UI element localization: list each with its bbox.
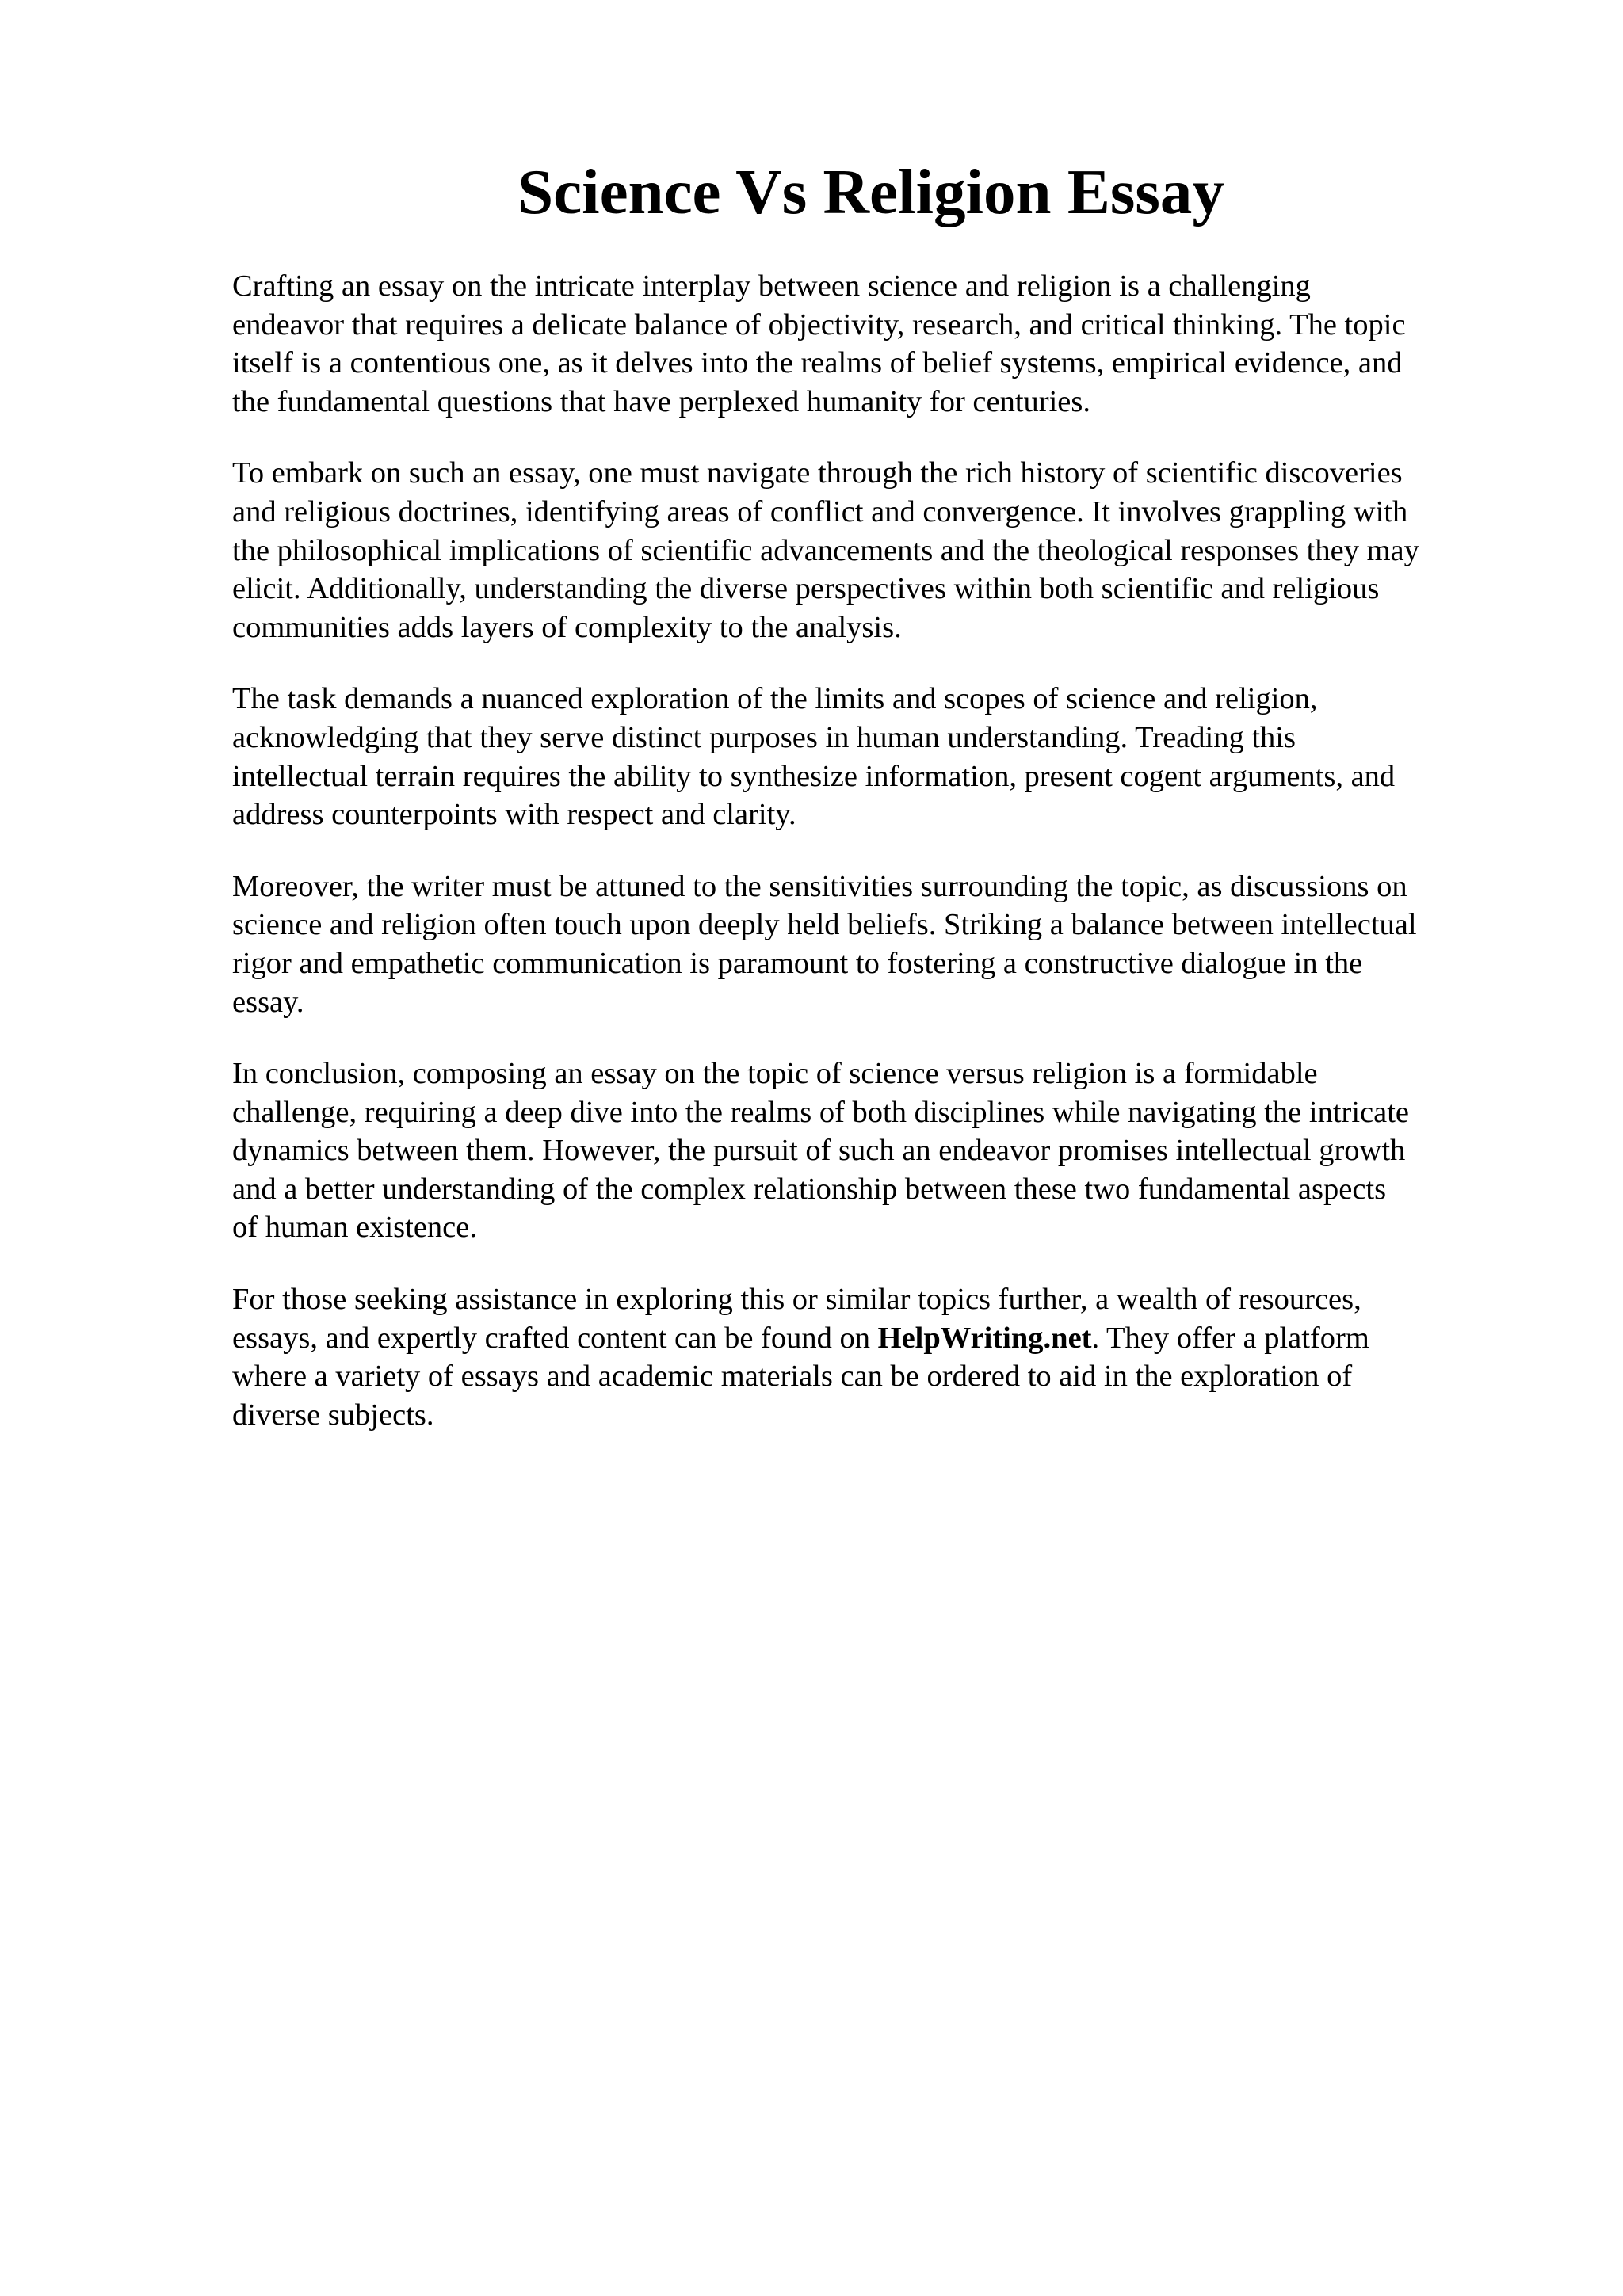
- text-line: acknowledging that they serve distinct purposes in human understanding. Treading this: [232, 720, 1296, 754]
- closing-text-before-link: essays, and expertly crafted content can be found on: [232, 1321, 878, 1355]
- closing-text-after-link: . They offer a platform: [1091, 1321, 1369, 1355]
- closing-paragraph: [232, 1280, 1548, 1434]
- text-line: challenge, requiring a deep dive into the realms of both disciplines while navigating the intricate: [232, 1095, 1409, 1129]
- paragraph-3: [232, 680, 1548, 833]
- text-line: elicit. Additionally, understanding the diverse perspectives within both scientific and religious: [232, 572, 1380, 606]
- paragraph-5: [232, 1055, 1548, 1247]
- text-line: diverse subjects.: [232, 1398, 434, 1432]
- text-line: To embark on such an essay, one must navigate through the rich history of scientific discoveries: [232, 456, 1403, 490]
- text-line: For those seeking assistance in exploring this or similar topics further, a wealth of resources,: [232, 1283, 1361, 1317]
- text-line: and a better understanding of the complex relationship between these two fundamental aspects: [232, 1172, 1387, 1206]
- document-body: [232, 267, 1548, 1467]
- text-line: The task demands a nuanced exploration of the limits and scopes of science and religion,: [232, 682, 1318, 716]
- text-line: intellectual terrain requires the ability to synthesize information, present cogent arguments, and: [232, 759, 1396, 793]
- text-line: dynamics between them. However, the pursuit of such an endeavor promises intellectual growth: [232, 1134, 1406, 1168]
- text-line: the philosophical implications of scientific advancements and the theological responses they may: [232, 533, 1419, 567]
- paragraph-2: [232, 454, 1548, 646]
- text-line: the fundamental questions that have perplexed humanity for centuries.: [232, 384, 1091, 418]
- paragraph-1: [232, 267, 1548, 421]
- text-line: Moreover, the writer must be attuned to the sensitivities surrounding the topic, as discussions on: [232, 869, 1407, 903]
- text-line: essay.: [232, 985, 304, 1019]
- helpwriting-link[interactable]: HelpWriting.net: [877, 1321, 1092, 1355]
- text-line: itself is a contentious one, as it delves into the realms of belief systems, empirical evidence, and: [232, 346, 1403, 380]
- text-line: In conclusion, composing an essay on the topic of science versus religion is a formidable: [232, 1057, 1318, 1091]
- text-line: Crafting an essay on the intricate interplay between science and religion is a challenging: [232, 269, 1311, 303]
- text-line: of human existence.: [232, 1211, 477, 1245]
- text-line: address counterpoints with respect and clarity.: [232, 798, 796, 832]
- text-line: rigor and empathetic communication is paramount to fostering a constructive dialogue in the: [232, 946, 1363, 980]
- text-line: communities adds layers of complexity to the analysis.: [232, 610, 902, 644]
- text-line: endeavor that requires a delicate balance of objectivity, research, and critical thinking. The topic: [232, 307, 1406, 341]
- text-line: where a variety of essays and academic materials can be ordered to aid in the exploration of: [232, 1360, 1353, 1394]
- text-line: [232, 1319, 1548, 1358]
- document-title: Science Vs Religion Essay: [517, 156, 1224, 227]
- text-line: science and religion often touch upon deeply held beliefs. Striking a balance between intellectual: [232, 908, 1417, 942]
- paragraph-4: [232, 868, 1548, 1021]
- text-line: and religious doctrines, identifying areas of conflict and convergence. It involves grappling with: [232, 494, 1408, 528]
